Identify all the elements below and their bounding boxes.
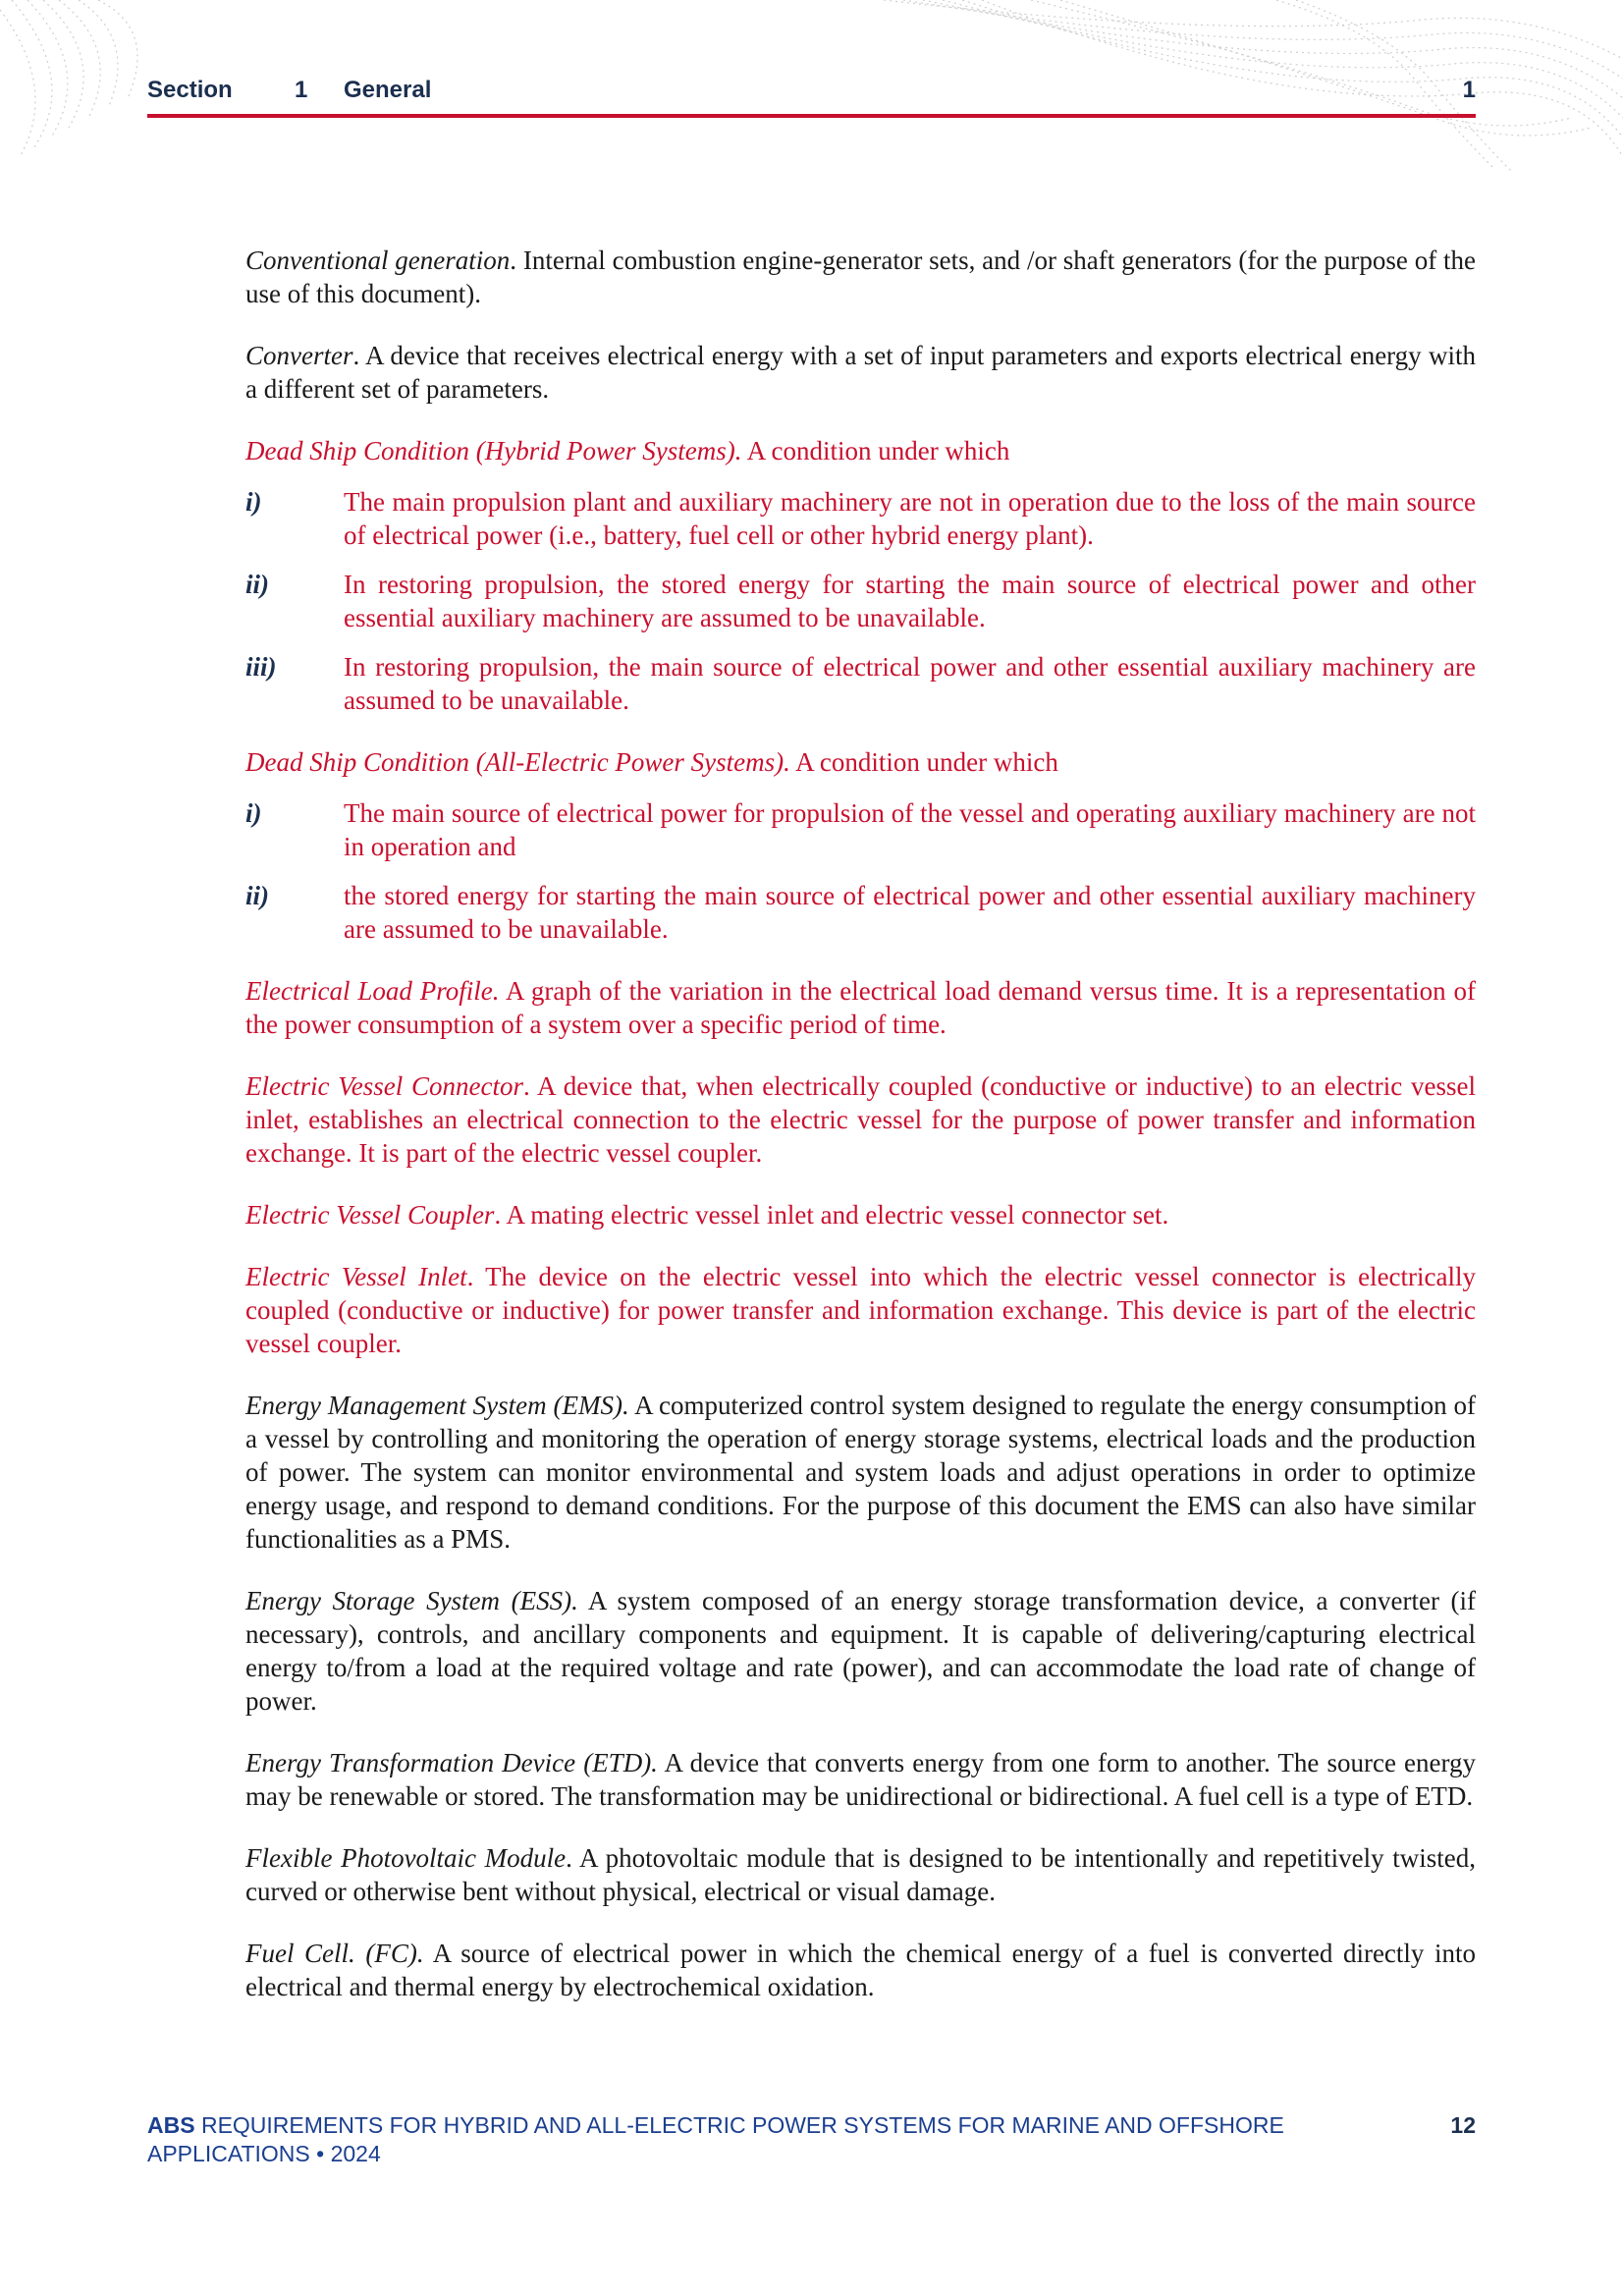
- list-marker: i): [245, 487, 262, 517]
- definition-text: A source of electrical power in which the chemical energy of a fuel is converted directly into electrical and thermal energy by electrochemical oxidation.: [245, 1939, 1476, 2001]
- definition-fuel-cell: [245, 1937, 1476, 2003]
- list-marker: iii): [245, 652, 277, 682]
- list-item: [245, 650, 1476, 717]
- definition-energy-management-system: [245, 1389, 1476, 1556]
- list-item-text: The main source of electrical power for propulsion of the vessel and operating auxiliary machinery are not in operation and: [344, 798, 1476, 861]
- page-header: [147, 73, 1476, 118]
- definition-electric-vessel-coupler: [245, 1198, 1476, 1231]
- list-item-text: In restoring propulsion, the stored energy for starting the main source of electrical power and other essential auxiliary machinery are assumed to be unavailable.: [344, 570, 1476, 632]
- definition-energy-transformation-device: [245, 1746, 1476, 1813]
- list-item: [245, 879, 1476, 946]
- definition-converter: [245, 339, 1476, 406]
- definition-term: Electric Vessel Coupler: [245, 1200, 495, 1230]
- definition-term: Energy Transformation Device (ETD).: [245, 1748, 658, 1777]
- definition-electrical-load-profile: [245, 974, 1476, 1041]
- definition-text: A condition under which: [789, 747, 1058, 777]
- section-page-number: 1: [1462, 77, 1476, 103]
- dead-ship-hybrid-list: [245, 485, 1476, 717]
- definition-dead-ship-all-electric: [245, 745, 1476, 779]
- section-label: Section: [147, 77, 233, 103]
- definition-conventional-generation: [245, 244, 1476, 310]
- definition-text: . A mating electric vessel inlet and electric vessel connector set.: [494, 1200, 1169, 1230]
- list-marker: i): [245, 798, 262, 828]
- list-item-text: the stored energy for starting the main source of electrical power and other essential auxiliary machinery are assumed to be unavailable.: [344, 881, 1476, 944]
- section-number: 1: [295, 77, 308, 103]
- brand-name: ABS: [147, 2112, 195, 2138]
- definition-text: . A photovoltaic module that is designed to be intentionally and repetitively twisted, curved or otherwise bent without physical, electrical or visual damage.: [245, 1843, 1476, 1906]
- list-marker: ii): [245, 881, 269, 910]
- list-item: [245, 568, 1476, 634]
- definition-term: Electrical Load Profile.: [245, 976, 500, 1006]
- definition-term: Converter: [245, 341, 353, 370]
- definition-term: Energy Management System (EMS).: [245, 1391, 629, 1420]
- list-item: [245, 485, 1476, 552]
- definition-text: A system composed of an energy storage transformation device, a converter (if necessary), controls, and ancillary components and equipment. It is capable of delivering/capturing electrical energy to/from a load at the required voltage and rate (power), and can accommodate the load rate of change of power.: [245, 1586, 1476, 1716]
- definition-text: . The device on the electric vessel into which the electric vessel connector is electrically coupled (conductive or inductive) for power transfer and information exchange. This device is part of the electric vessel coupler.: [245, 1262, 1476, 1358]
- definition-text: . A device that receives electrical energy with a set of input parameters and exports electrical energy with a different set of parameters.: [245, 341, 1476, 404]
- footer-separator: •: [309, 2141, 331, 2166]
- dead-ship-all-electric-list: [245, 796, 1476, 946]
- definition-term: Dead Ship Condition (Hybrid Power Systems).: [245, 436, 742, 465]
- definition-text: . Internal combustion engine-generator sets, and /or shaft generators (for the purpose of the use of this document).: [245, 246, 1476, 308]
- definition-term: Fuel Cell. (FC).: [245, 1939, 424, 1968]
- definition-electric-vessel-inlet: [245, 1260, 1476, 1360]
- publication-year: 2024: [330, 2141, 381, 2166]
- definition-term: Energy Storage System (ESS).: [245, 1586, 578, 1615]
- definition-electric-vessel-connector: [245, 1069, 1476, 1170]
- definition-text: . A device that, when electrically coupled (conductive or inductive) to an electric vessel inlet, establishes an electrical connection to the electric vessel for the purpose of power transfer and information exchange. It is part of the electric vessel coupler.: [245, 1071, 1476, 1168]
- definition-text: A condition under which: [741, 436, 1010, 465]
- definition-flexible-photovoltaic-module: [245, 1841, 1476, 1908]
- list-marker: ii): [245, 570, 269, 599]
- definition-term: Electric Vessel Inlet: [245, 1262, 467, 1291]
- definition-term: Electric Vessel Connector: [245, 1071, 523, 1101]
- definition-term: Dead Ship Condition (All-Electric Power Systems).: [245, 747, 790, 777]
- page-number: 12: [1450, 2112, 1476, 2138]
- list-item: [245, 796, 1476, 863]
- list-item-text: The main propulsion plant and auxiliary machinery are not in operation due to the loss of the main source of electrical power (i.e., battery, fuel cell or other hybrid energy plant).: [344, 487, 1476, 550]
- definition-text: A computerized control system designed to regulate the energy consumption of a vessel by controlling and monitoring the operation of energy storage systems, electrical loads and the production of power. The system can monitor environmental and system loads and adjust operations in order to optimize energy usage, and respond to demand conditions. For the purpose of this document the EMS can also have similar functionalities as a PMS.: [245, 1391, 1477, 1554]
- definitions-body: [245, 244, 1476, 2032]
- section-title: General: [344, 77, 432, 103]
- definition-term: Conventional generation: [245, 246, 511, 275]
- definition-text: A device that converts energy from one form to another. The source energy may be renewable or stored. The transformation may be unidirectional or bidirectional. A fuel cell is a type of ETD.: [245, 1748, 1476, 1811]
- definition-dead-ship-hybrid: [245, 434, 1476, 467]
- definition-energy-storage-system: [245, 1584, 1476, 1718]
- list-item-text: In restoring propulsion, the main source of electrical power and other essential auxiliary machinery are assumed to be unavailable.: [344, 652, 1476, 715]
- publication-name: REQUIREMENTS FOR HYBRID AND ALL-ELECTRIC POWER SYSTEMS FOR MARINE AND OFFSHORE APPLICATIONS: [147, 2112, 1284, 2166]
- definition-text: A graph of the variation in the electrical load demand versus time. It is a representation of the power consumption of a system over a specific period of time.: [245, 976, 1476, 1039]
- publication-title: [147, 2111, 1306, 2168]
- definition-term: Flexible Photovoltaic Module: [245, 1843, 567, 1873]
